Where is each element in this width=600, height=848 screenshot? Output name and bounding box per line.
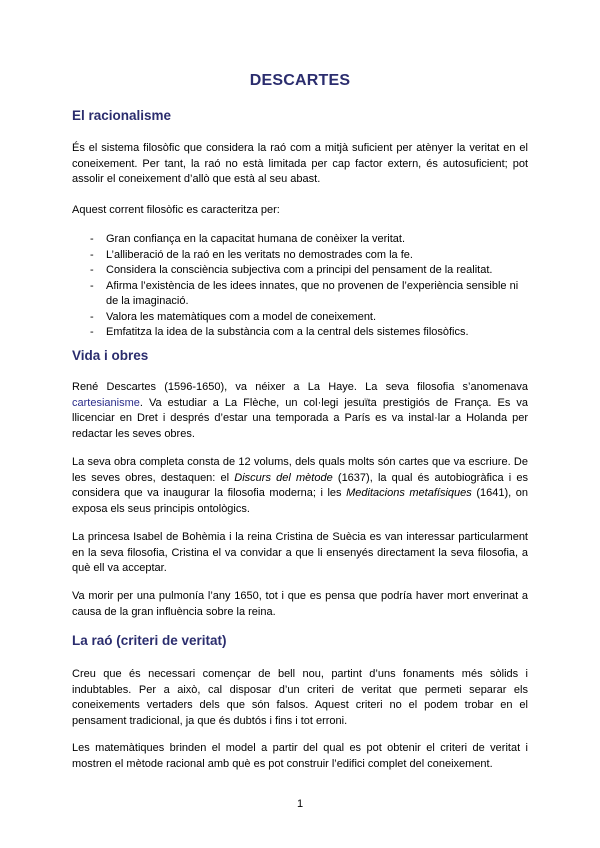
list-item: - Gran confiança en la capacitat humana de conèixer la veritat.: [72, 232, 528, 248]
list-dash: -: [90, 326, 94, 338]
heading-rao: La raó (criteri de veritat): [72, 633, 227, 648]
document-title: DESCARTES: [249, 72, 351, 89]
heading-vida-obres: Vida i obres: [72, 348, 149, 363]
cartesianisme-link[interactable]: cartesianisme: [72, 396, 140, 409]
list-dash: -: [90, 233, 94, 245]
list-item: - Considera la consciència subjectiva com a principi del pensament de la realitat.: [72, 263, 528, 279]
list-dash: -: [90, 264, 94, 276]
paragraph-racionalisme-definition: És el sistema filosòfic que considera la raó com a mitjà suficient per atènyer la veritat en el coneixement. Per tant, la raó no està limitada per cap factor extern, és autosuficient; pot assolir el coneixement d’allò que està al seu abast.: [72, 142, 528, 185]
page-number: 1: [296, 798, 304, 810]
list-dash: -: [90, 279, 94, 292]
list-dash: -: [90, 310, 94, 323]
paragraph-vida-works: La seva obra completa consta de 12 volums, dels quals molts són cartes que va escriure. De les seves obres, destaquen: el Discurs del mètode (1637), la qual és autobiogràfica i es considera que va inaugurar la filosofia moderna; i les Meditacions metafísiques (1641), on exposa els seus principis ontològics.: [72, 456, 529, 515]
paragraph-racionalisme-intro: Aquest corrent filosòfic es caracteritza per:: [72, 204, 280, 216]
work-title-meditacions: Meditacions metafísiques: [346, 487, 472, 499]
paragraph-rao-criteri: Creu que és necessari començar de bell nou, partint d’uns fonaments més sòlids i indubtables. Per a això, cal disposar d’un criteri de veritat que permeti separar els coneixements vertaders dels que són falsos. Aquest criteri no el podem trobar en el pensament tradicional, ja que és dubtós i fins i tot erroni.: [72, 668, 528, 727]
paragraph-rao-matematiques: Les matemàtiques brinden el model a partir del qual es pot obtenir el criteri de veritat i mostren el mètode racional amb què es pot construir l’edifici complet del coneixement.: [72, 742, 528, 770]
list-item: - Valora les matemàtiques com a model de coneixement.: [72, 310, 528, 326]
list-item: - Emfatitza la idea de la substància com a la central dels sistemes filosòfics.: [72, 325, 528, 341]
paragraph-vida-patrons: La princesa Isabel de Bohèmia i la reina Cristina de Suècia es van interessar particularment en la seva filosofia, Cristina el va convidar a que li ensenyés directament la seva filosofia, a què ell va acceptar.: [72, 531, 528, 574]
racionalisme-characteristics-list: [72, 232, 528, 341]
work-title-discurs: Discurs del mètode: [234, 471, 333, 484]
paragraph-vida-death: Va morir per una pulmonía l’any 1650, tot i que es pensa que podría haver mort enverinat a causa de la gran influència sobre la reina.: [72, 590, 528, 618]
paragraph-vida-biography: René Descartes (1596-1650), va néixer a La Haye. La seva filosofia s’anomenava cartesianisme. Va estudiar a La Flèche, un col·legi jesuïta prestigiós de França. Es va llicenciar en Dret i després d’estar una temporada a París es va instal·lar a Holanda per redactar les seves obres.: [72, 381, 528, 440]
list-dash: -: [90, 248, 94, 261]
list-item: - Afirma l’existència de les idees innates, que no provenen de l’experiència sensible ni de la imaginació.: [90, 279, 519, 307]
list-item: - L’alliberació de la raó en les veritats no demostrades com la fe.: [72, 248, 528, 264]
heading-racionalisme: El racionalisme: [72, 108, 172, 123]
